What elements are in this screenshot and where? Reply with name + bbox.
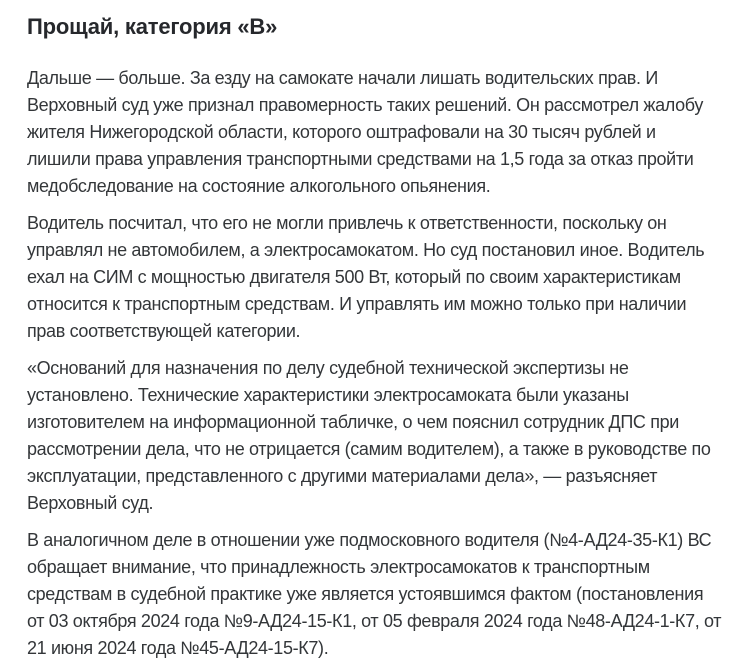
article-paragraph-3: «Оснований для назначения по делу судебной технической экспертизы не установлено. Технические характеристики электросамоката были указаны изготовителем на информационной табличке, о чем пояснил сотрудник ДПС при рассмотрении дела, что не отрицается (самим водителем), а также в руководстве по эксплуатации, представленного с другими материалами дела», — разъясняет Верховный суд.	[27, 358, 711, 513]
article-paragraph-1: Дальше — больше. За езду на самокате начали лишать водительских прав. И Верховный суд уже признал правомерность таких решений. Он рассмотрел жалобу жителя Нижегородской области, которого оштрафовали на 30 тысяч рублей и лишили права управления транспортными средствами на 1,5 года за отказ пройти медобследование на состояние алкогольного опьянения.	[27, 68, 703, 196]
article-title: Прощай, категория «В»	[27, 14, 278, 39]
article-paragraph-4: В аналогичном деле в отношении уже подмосковного водителя (№4-АД24-35-К1) ВС обращает внимание, что принадлежность электросамокатов к транспортным средствам в судебной практике уже является устоявшимся фактом (постановления от 03 октября 2024 года №9-АД24-15-К1, от 05 февраля 2024 года №48-АД24-1-К7, от 21 июня 2024 года №45-АД24-15-К7).	[27, 530, 722, 658]
article-paragraph-2: Водитель посчитал, что его не могли привлечь к ответственности, поскольку он управлял не автомобилем, а электросамокатом. Но суд постановил иное. Водитель ехал на СИМ с мощностью двигателя 500 Вт, который по своим характеристикам относится к транспортным средствам. И управлять им можно только при наличии прав соответствующей категории.	[27, 213, 705, 341]
